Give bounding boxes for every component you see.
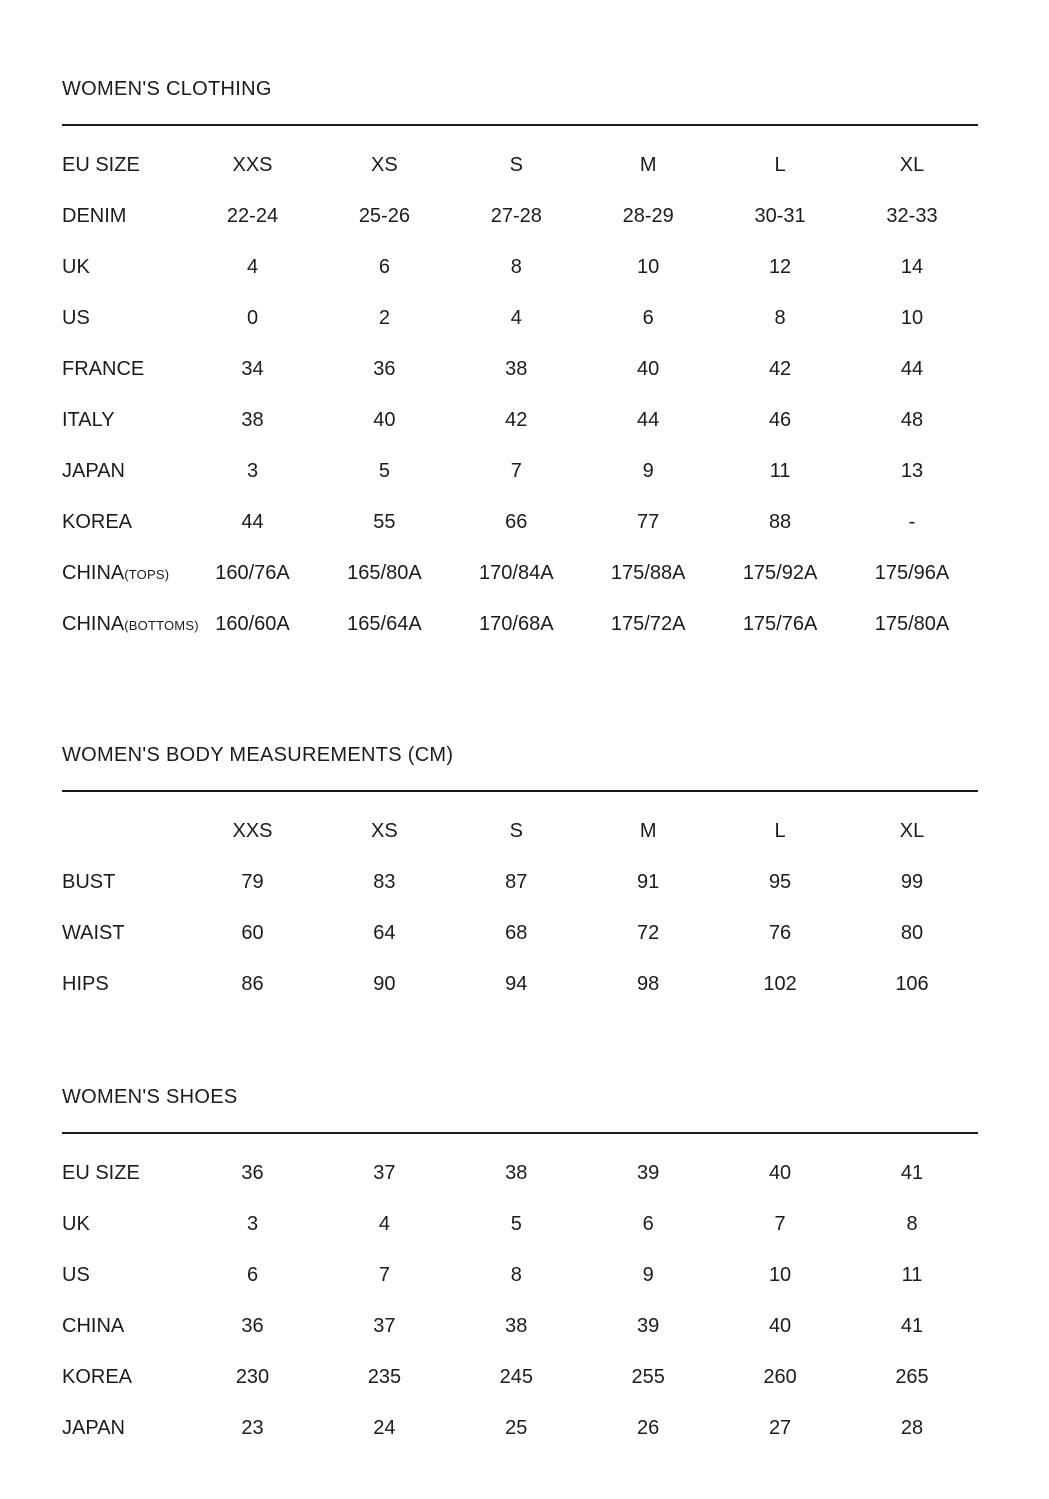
table-row bbox=[62, 140, 978, 191]
womens-body-measurements-table bbox=[62, 806, 978, 1010]
row-label-text: BUST bbox=[62, 871, 116, 893]
row-label-text: UK bbox=[62, 1213, 90, 1235]
size-value: - bbox=[908, 511, 916, 533]
size-value: 32-33 bbox=[886, 205, 938, 227]
size-value: 39 bbox=[637, 1315, 660, 1337]
row-label-text: US bbox=[62, 307, 90, 329]
size-value: 170/68A bbox=[479, 613, 554, 635]
size-value: 175/72A bbox=[610, 613, 686, 635]
size-value: 88 bbox=[768, 511, 792, 533]
size-value: 26 bbox=[637, 1417, 660, 1439]
size-value: 7 bbox=[378, 1264, 390, 1286]
size-value: 44 bbox=[900, 358, 924, 380]
section-womens-shoes bbox=[62, 1086, 978, 1454]
size-value: 5 bbox=[510, 1213, 522, 1235]
size-value: 175/76A bbox=[742, 613, 818, 635]
size-value: 265 bbox=[895, 1366, 929, 1388]
size-value: 8 bbox=[510, 256, 522, 278]
size-value: 22-24 bbox=[226, 205, 279, 227]
table-row bbox=[62, 446, 978, 497]
size-value: 76 bbox=[768, 922, 792, 944]
row-label-note: (BOTTOMS) bbox=[124, 618, 199, 633]
section-title-womens-shoes: WOMEN'S SHOES bbox=[62, 1086, 238, 1108]
size-value: 175/80A bbox=[874, 613, 950, 635]
table-row bbox=[62, 1301, 978, 1352]
size-value: 40 bbox=[768, 1315, 792, 1337]
size-value: 11 bbox=[769, 460, 791, 482]
size-value: 36 bbox=[241, 1315, 264, 1337]
size-value: 12 bbox=[768, 256, 792, 278]
row-label-text: UK bbox=[62, 256, 90, 278]
row-label-text: KOREA bbox=[62, 511, 133, 533]
row-label-text: CHINA bbox=[62, 562, 125, 584]
size-value: 235 bbox=[367, 1366, 402, 1388]
size-value: 10 bbox=[637, 256, 660, 278]
size-value: 27 bbox=[768, 1417, 792, 1439]
size-value: 175/88A bbox=[610, 562, 686, 584]
size-value: 2 bbox=[378, 307, 390, 329]
size-value: 99 bbox=[900, 871, 924, 893]
size-value: 39 bbox=[637, 1162, 660, 1184]
row-label-text: JAPAN bbox=[62, 1417, 125, 1439]
size-value: 8 bbox=[774, 307, 786, 329]
size-value: 91 bbox=[637, 871, 660, 893]
table-row bbox=[62, 806, 978, 857]
table-row bbox=[62, 293, 978, 344]
size-value: 68 bbox=[505, 922, 528, 944]
row-label bbox=[62, 293, 187, 344]
table-row bbox=[62, 1148, 978, 1199]
row-label-text: JAPAN bbox=[62, 460, 125, 482]
size-value: 38 bbox=[241, 409, 264, 431]
row-label bbox=[62, 599, 199, 650]
table-row bbox=[62, 395, 978, 446]
size-value: 175/96A bbox=[874, 562, 950, 584]
size-value: 160/60A bbox=[215, 613, 290, 635]
table-row bbox=[62, 497, 978, 548]
row-label-text: CHINA bbox=[62, 613, 125, 635]
size-value: XS bbox=[371, 154, 398, 176]
size-value: 245 bbox=[499, 1366, 533, 1388]
size-value: 23 bbox=[241, 1417, 264, 1439]
size-value: L bbox=[774, 154, 786, 176]
size-value: 9 bbox=[642, 460, 654, 482]
row-label bbox=[62, 1250, 187, 1301]
size-value: 0 bbox=[246, 307, 259, 329]
size-value: 40 bbox=[373, 409, 396, 431]
section-divider bbox=[62, 790, 978, 792]
size-value: 60 bbox=[241, 922, 264, 944]
size-value: 160/76A bbox=[215, 562, 290, 584]
table-row bbox=[62, 191, 978, 242]
size-value: 41 bbox=[900, 1315, 924, 1337]
size-value: 8 bbox=[906, 1213, 918, 1235]
size-value: 4 bbox=[510, 307, 522, 329]
table-row bbox=[62, 908, 978, 959]
row-label bbox=[62, 497, 187, 548]
size-value: 6 bbox=[642, 307, 654, 329]
size-value: 10 bbox=[768, 1264, 792, 1286]
row-label bbox=[62, 908, 187, 959]
row-label-text: HIPS bbox=[62, 973, 109, 995]
table-row bbox=[62, 1403, 978, 1454]
table-row bbox=[62, 1250, 978, 1301]
row-label-text: DENIM bbox=[62, 205, 127, 227]
size-value: 3 bbox=[246, 1213, 259, 1235]
table-row bbox=[62, 1199, 978, 1250]
size-value: 4 bbox=[246, 256, 259, 278]
size-value: 95 bbox=[768, 871, 792, 893]
size-value: 64 bbox=[373, 922, 396, 944]
row-label bbox=[62, 344, 187, 395]
size-value: 42 bbox=[505, 409, 528, 431]
size-value: 28-29 bbox=[622, 205, 674, 227]
row-label bbox=[62, 806, 187, 857]
size-value: S bbox=[509, 820, 523, 842]
size-value: 38 bbox=[505, 1162, 528, 1184]
size-value: 90 bbox=[373, 973, 396, 995]
row-label-text: KOREA bbox=[62, 1366, 133, 1388]
size-value: XXS bbox=[232, 820, 273, 842]
row-label bbox=[62, 1352, 187, 1403]
size-value: 25 bbox=[505, 1417, 528, 1439]
size-value: 37 bbox=[373, 1315, 396, 1337]
row-label bbox=[62, 446, 187, 497]
row-label bbox=[62, 1301, 187, 1352]
size-value: 98 bbox=[637, 973, 660, 995]
row-label bbox=[62, 1148, 187, 1199]
size-value: 102 bbox=[763, 973, 797, 995]
size-value: 83 bbox=[373, 871, 396, 893]
size-value: M bbox=[639, 154, 657, 176]
size-value: L bbox=[774, 820, 786, 842]
size-value: S bbox=[509, 154, 523, 176]
table-row bbox=[62, 548, 978, 599]
size-value: 80 bbox=[900, 922, 924, 944]
size-value: 77 bbox=[637, 511, 660, 533]
womens-shoes-table bbox=[62, 1148, 978, 1454]
section-divider bbox=[62, 1132, 978, 1134]
size-value: 3 bbox=[246, 460, 259, 482]
row-label-text: EU SIZE bbox=[62, 1162, 140, 1184]
row-label-text: US bbox=[62, 1264, 90, 1286]
size-value: 36 bbox=[241, 1162, 264, 1184]
size-value: 66 bbox=[505, 511, 528, 533]
row-label-text: WAIST bbox=[62, 922, 125, 944]
section-womens-body-measurements bbox=[62, 744, 978, 1010]
size-value: 25-26 bbox=[358, 205, 410, 227]
table-row bbox=[62, 1352, 978, 1403]
row-label bbox=[62, 959, 187, 1010]
size-value: 38 bbox=[505, 358, 528, 380]
size-value: 94 bbox=[505, 973, 528, 995]
size-value: 30-31 bbox=[754, 205, 806, 227]
row-label bbox=[62, 857, 187, 908]
size-value: 40 bbox=[637, 358, 660, 380]
size-value: 44 bbox=[637, 409, 660, 431]
section-title-body-measurements: WOMEN'S BODY MEASUREMENTS (CM) bbox=[62, 744, 454, 766]
size-value: 34 bbox=[241, 358, 264, 380]
size-value: 165/64A bbox=[347, 613, 422, 635]
row-label bbox=[62, 242, 187, 293]
row-label bbox=[62, 1199, 187, 1250]
size-value: 41 bbox=[900, 1162, 924, 1184]
section-divider bbox=[62, 124, 978, 126]
row-label-text: EU SIZE bbox=[62, 154, 140, 176]
size-value: 40 bbox=[768, 1162, 792, 1184]
size-value: 175/92A bbox=[742, 562, 818, 584]
size-value: 42 bbox=[768, 358, 792, 380]
size-value: 230 bbox=[235, 1366, 270, 1388]
size-value: M bbox=[639, 820, 657, 842]
size-value: 5 bbox=[378, 460, 390, 482]
size-value: 6 bbox=[246, 1264, 259, 1286]
row-label-text: FRANCE bbox=[62, 358, 145, 380]
size-value: 9 bbox=[642, 1264, 654, 1286]
table-row bbox=[62, 344, 978, 395]
size-value: 4 bbox=[378, 1213, 390, 1235]
size-value: 7 bbox=[774, 1213, 786, 1235]
size-value: 46 bbox=[768, 409, 792, 431]
row-label-text: CHINA bbox=[62, 1315, 125, 1337]
size-value: 255 bbox=[631, 1366, 665, 1388]
size-value: 37 bbox=[373, 1162, 396, 1184]
row-label-note: (TOPS) bbox=[124, 567, 170, 582]
row-label bbox=[62, 1403, 187, 1454]
size-value: 44 bbox=[241, 511, 264, 533]
size-value: 106 bbox=[895, 973, 929, 995]
womens-clothing-table bbox=[62, 140, 978, 650]
size-value: 14 bbox=[900, 256, 924, 278]
size-value: 72 bbox=[637, 922, 660, 944]
size-value: 7 bbox=[510, 460, 522, 482]
size-value: 27-28 bbox=[490, 205, 542, 227]
section-womens-clothing bbox=[62, 78, 978, 650]
row-label bbox=[62, 395, 187, 446]
size-value: 24 bbox=[373, 1417, 396, 1439]
size-value: 260 bbox=[763, 1366, 797, 1388]
size-value: 11 bbox=[901, 1264, 923, 1286]
size-value: XXS bbox=[232, 154, 273, 176]
size-value: 28 bbox=[900, 1417, 924, 1439]
size-value: 86 bbox=[241, 973, 264, 995]
size-value: 87 bbox=[505, 871, 528, 893]
size-value: 8 bbox=[510, 1264, 522, 1286]
row-label bbox=[62, 191, 187, 242]
size-value: 165/80A bbox=[347, 562, 422, 584]
size-value: 38 bbox=[505, 1315, 528, 1337]
row-label bbox=[62, 140, 187, 191]
table-row bbox=[62, 959, 978, 1010]
table-row bbox=[62, 857, 978, 908]
size-value: 55 bbox=[373, 511, 396, 533]
table-row bbox=[62, 242, 978, 293]
size-value: 79 bbox=[241, 871, 264, 893]
size-value: XL bbox=[899, 154, 925, 176]
table-row bbox=[62, 599, 978, 650]
size-value: 6 bbox=[642, 1213, 654, 1235]
size-value: 48 bbox=[900, 409, 924, 431]
row-label bbox=[62, 548, 187, 599]
size-value: 10 bbox=[900, 307, 924, 329]
row-label-text: ITALY bbox=[62, 409, 115, 431]
size-value: 6 bbox=[378, 256, 390, 278]
size-value: 170/84A bbox=[479, 562, 554, 584]
size-value: 36 bbox=[373, 358, 396, 380]
size-value: XS bbox=[371, 820, 398, 842]
size-value: XL bbox=[899, 820, 925, 842]
size-value: 13 bbox=[900, 460, 924, 482]
section-title-womens-clothing: WOMEN'S CLOTHING bbox=[62, 78, 272, 100]
